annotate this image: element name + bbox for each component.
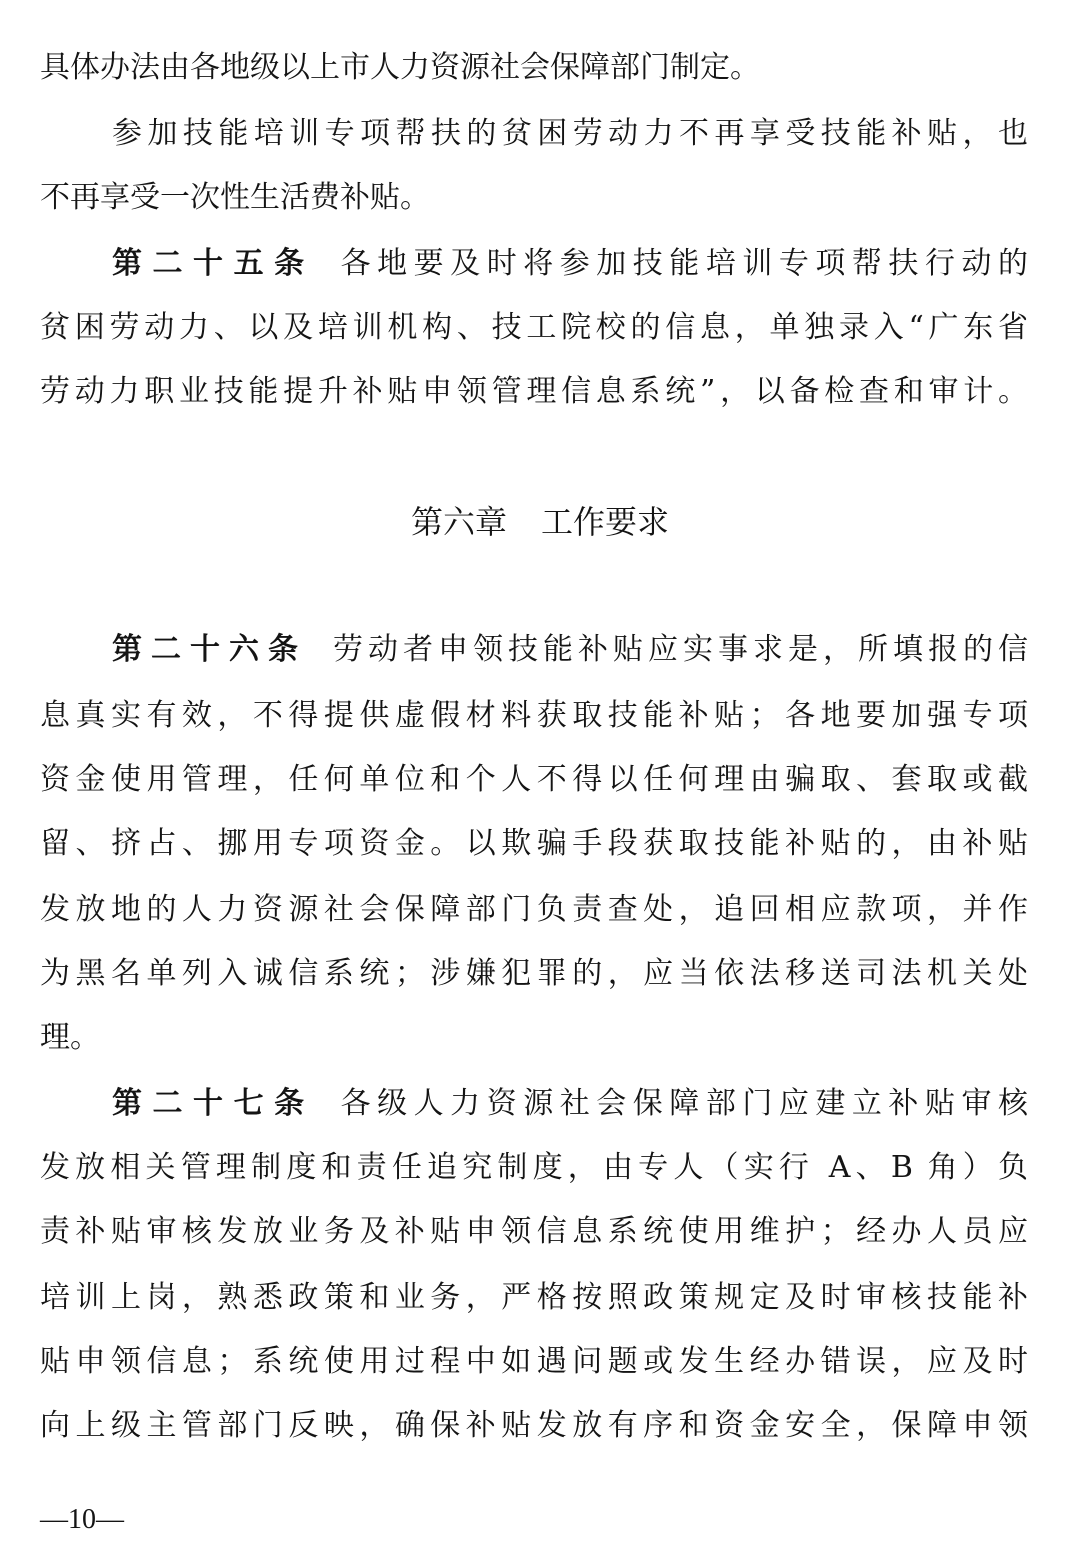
page-number: —10— [40, 1504, 124, 1535]
text-line: 培训上岗，熟悉政策和业务，严格按照政策规定及时审核技能补 [40, 1280, 1028, 1315]
text-line: 发放相关管理制度和责任追究制度，由专人（实行 A、B 角）负 [40, 1150, 1028, 1185]
text-line: 资金使用管理，任何单位和个人不得以任何理由骗取、套取或截 [40, 762, 1028, 797]
text-line: 息真实有效，不得提供虚假材料获取技能补贴；各地要加强专项 [40, 698, 1028, 733]
text-line: 不再享受一次性生活费补贴。 [40, 180, 430, 215]
text-line: 具体办法由各地级以上市人力资源社会保障部门制定。 [40, 50, 760, 85]
text-line: 为黑名单列入诚信系统；涉嫌犯罪的，应当依法移送司法机关处 [40, 956, 1028, 991]
article-27-line [112, 1072, 1028, 1136]
text-line: 留、挤占、挪用专项资金。以欺骗手段获取技能补贴的，由补贴 [40, 826, 1028, 861]
article-26-line [112, 618, 1028, 682]
article-label: 第二十五条 [112, 246, 315, 281]
text-line: 贴申领信息；系统使用过程中如遇问题或发生经办错误，应及时 [40, 1344, 1028, 1379]
chapter-heading [0, 490, 1080, 554]
text-line: 发放地的人力资源社会保障部门负责查处，追回相应款项，并作 [40, 892, 1028, 927]
text-line: 理。 [40, 1020, 100, 1055]
article-text: 各级人力资源社会保障部门应建立补贴审核 [340, 1086, 1028, 1121]
text-line: 责补贴审核发放业务及补贴申领信息系统使用维护；经办人员应 [40, 1214, 1028, 1249]
text-line: 参加技能培训专项帮扶的贫困劳动力不再享受技能补贴，也 [112, 116, 1028, 151]
chapter-title: 工作要求 [541, 503, 670, 541]
article-label: 第二十七条 [112, 1086, 315, 1121]
text-line: 贫困劳动力、以及培训机构、技工院校的信息，单独录入“广东省 [40, 310, 1028, 345]
article-text: 各地要及时将参加技能培训专项帮扶行动的 [340, 246, 1028, 281]
article-label: 第二十六条 [112, 632, 307, 667]
text-line: 劳动力职业技能提升补贴申领管理信息系统”，以备检查和审计。 [40, 374, 1028, 409]
article-25-line [112, 232, 1028, 296]
chapter-number: 第六章 [410, 503, 507, 541]
article-text: 劳动者申领技能补贴应实事求是，所填报的信 [333, 632, 1028, 667]
text-line: 向上级主管部门反映，确保补贴发放有序和资金安全，保障申领 [40, 1408, 1028, 1443]
